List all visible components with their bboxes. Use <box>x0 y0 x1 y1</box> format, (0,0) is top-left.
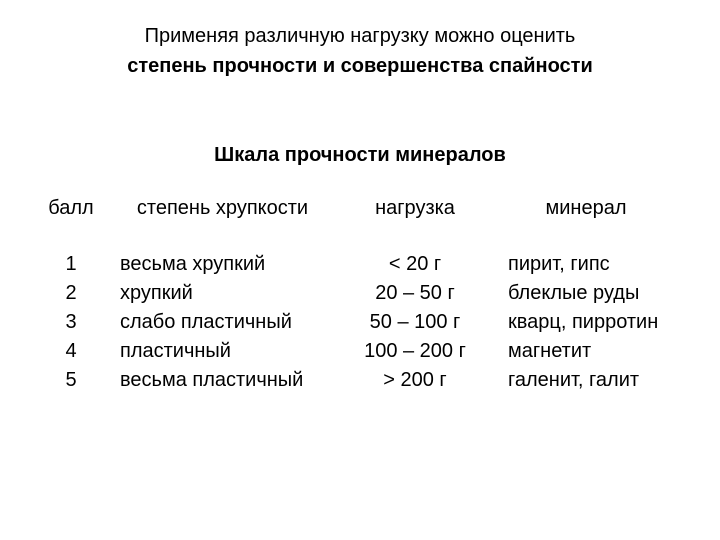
header-load: нагрузка <box>375 197 455 219</box>
cell-load: 50 – 100 г <box>369 311 461 333</box>
cell-score: 1 <box>65 253 77 275</box>
cell-load: 20 – 50 г <box>375 282 455 304</box>
cell-degree: пластичный <box>120 340 231 362</box>
cell-score: 4 <box>65 340 77 362</box>
cell-mineral: пирит, гипс <box>508 253 610 275</box>
cell-degree: весьма пластичный <box>120 369 304 391</box>
cell-mineral: магнетит <box>508 340 592 362</box>
title-line-1: Применяя различную нагрузку можно оценить <box>144 25 576 47</box>
table-heading: Шкала прочности минералов <box>214 144 506 166</box>
cell-degree: хрупкий <box>120 282 193 304</box>
cell-load: < 20 г <box>388 253 442 275</box>
cell-load: 100 – 200 г <box>364 340 466 362</box>
title-line-2: степень прочности и совершенства спайности <box>127 55 593 77</box>
cell-score: 2 <box>65 282 77 304</box>
cell-mineral: галенит, галит <box>508 369 640 391</box>
cell-score: 5 <box>65 369 77 391</box>
header-score: балл <box>48 197 94 219</box>
cell-degree: слабо пластичный <box>120 311 292 333</box>
cell-score: 3 <box>65 311 77 333</box>
cell-mineral: блеклые руды <box>508 282 640 304</box>
cell-load: > 200 г <box>383 369 447 391</box>
header-mineral: минерал <box>545 197 627 219</box>
cell-degree: весьма хрупкий <box>120 253 266 275</box>
cell-mineral: кварц, пирротин <box>508 311 659 333</box>
header-degree: степень хрупкости <box>136 197 309 219</box>
